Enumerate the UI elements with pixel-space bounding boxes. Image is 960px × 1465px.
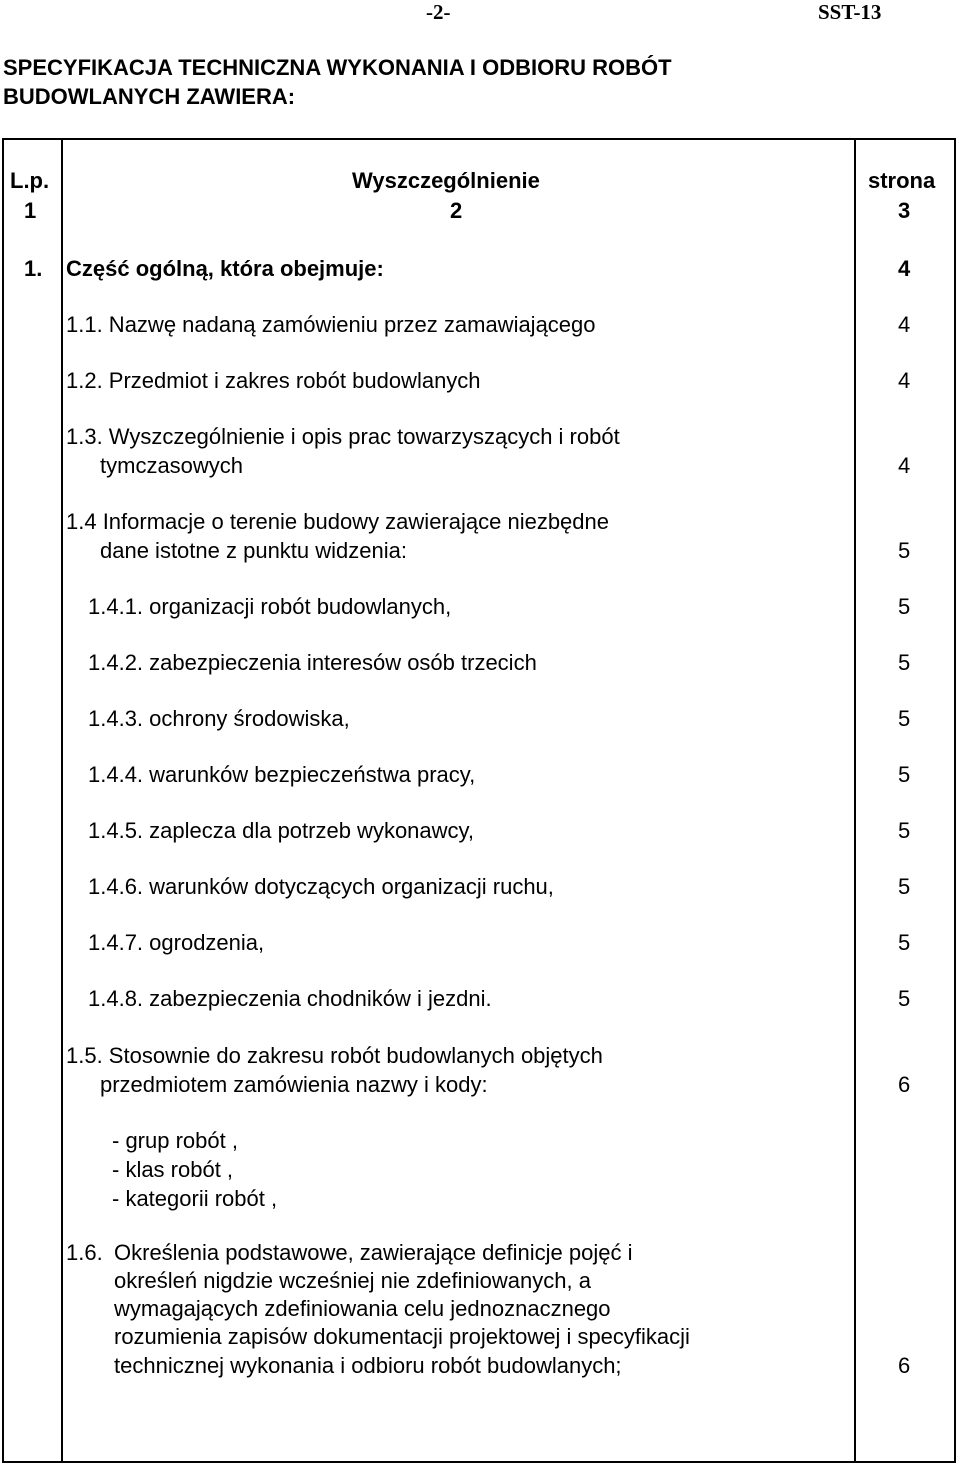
entry-page-1-4-2: 5 xyxy=(898,650,911,675)
entry-page-1: 4 xyxy=(898,256,911,281)
entry-1-4-7: 1.4.7. ogrodzenia, xyxy=(88,930,265,955)
entry-1-4-line-1: 1.4 Informacje o terenie budowy zawierające niezbędne xyxy=(66,509,609,534)
entry-1-4-6: 1.4.6. warunków dotyczących organizacji ruchu, xyxy=(88,874,554,899)
entry-1-6-line-3: wymagających zdefiniowania celu jednoznacznego xyxy=(114,1296,611,1321)
entry-1-6-number: 1.6. xyxy=(66,1240,103,1265)
column-number-3: 3 xyxy=(898,198,911,223)
entry-1-4-1: 1.4.1. organizacji robót budowlanych, xyxy=(88,594,452,619)
list-item-klas: - klas robót , xyxy=(112,1157,234,1182)
entry-page-1-5: 6 xyxy=(898,1072,911,1097)
entry-1-6-line-2: określeń nigdzie wcześniej nie zdefiniowanych, a xyxy=(114,1268,591,1293)
table-left-border xyxy=(2,138,4,1463)
entry-1-5-line-2: przedmiotem zamówienia nazwy i kody: xyxy=(100,1072,488,1097)
column-header-lp: L.p. xyxy=(10,168,50,193)
table-col-divider-1 xyxy=(61,138,63,1463)
table-col-divider-2 xyxy=(854,138,856,1463)
entry-1-4-4: 1.4.4. warunków bezpieczeństwa pracy, xyxy=(88,762,476,787)
entry-title-1: Część ogólną, która obejmuje: xyxy=(66,256,384,281)
entry-page-1-4-6: 5 xyxy=(898,874,911,899)
title-line-2: BUDOWLANYCH ZAWIERA: xyxy=(3,84,296,109)
entry-1-3-line-1: 1.3. Wyszczególnienie i opis prac towarzyszących i robót xyxy=(66,424,620,449)
entry-1-6-line-4: rozumienia zapisów dokumentacji projektowej i specyfikacji xyxy=(114,1324,690,1349)
table-bottom-border xyxy=(2,1461,956,1463)
column-header-page: strona xyxy=(868,168,936,193)
column-header-description: Wyszczególnienie xyxy=(352,168,540,193)
entry-page-1-3: 4 xyxy=(898,453,911,478)
entry-page-1-4-8: 5 xyxy=(898,986,911,1011)
entry-1-6-line-1: Określenia podstawowe, zawierające definicje pojęć i xyxy=(114,1240,633,1265)
document-title xyxy=(3,53,903,111)
table-top-border xyxy=(2,138,956,140)
column-number-2: 2 xyxy=(450,198,463,223)
entry-page-1-1: 4 xyxy=(898,312,911,337)
entry-1-4-line-2: dane istotne z punktu widzenia: xyxy=(100,538,407,563)
entry-1-4-2: 1.4.2. zabezpieczenia interesów osób trzecich xyxy=(88,650,537,675)
page-number: -2- xyxy=(426,0,451,24)
entry-1-1: 1.1. Nazwę nadaną zamówieniu przez zamawiającego xyxy=(66,312,596,337)
title-line-1: SPECYFIKACJA TECHNICZNA WYKONANIA I ODBIORU ROBÓT xyxy=(3,55,672,80)
entry-page-1-4-1: 5 xyxy=(898,594,911,619)
entry-1-5-line-1: 1.5. Stosownie do zakresu robót budowlanych objętych xyxy=(66,1043,603,1068)
entry-page-1-4-7: 5 xyxy=(898,930,911,955)
entry-page-1-4-4: 5 xyxy=(898,762,911,787)
entry-1-4-5: 1.4.5. zaplecza dla potrzeb wykonawcy, xyxy=(88,818,475,843)
list-item-kategorii: - kategorii robót , xyxy=(112,1186,278,1211)
entry-page-1-4-5: 5 xyxy=(898,818,911,843)
entry-1-3-line-2: tymczasowych xyxy=(100,453,244,478)
entry-1-4-8: 1.4.8. zabezpieczenia chodników i jezdni. xyxy=(88,986,492,1011)
entry-page-1-2: 4 xyxy=(898,368,911,393)
entry-number-1: 1. xyxy=(24,256,43,281)
column-number-1: 1 xyxy=(24,198,37,223)
entry-page-1-4: 5 xyxy=(898,538,911,563)
document-code: SST-13 xyxy=(818,0,882,24)
entry-1-2: 1.2. Przedmiot i zakres robót budowlanych xyxy=(66,368,481,393)
entry-1-6-line-5: technicznej wykonania i odbioru robót budowlanych; xyxy=(114,1353,622,1378)
entry-page-1-6: 6 xyxy=(898,1353,911,1378)
entry-1-4-3: 1.4.3. ochrony środowiska, xyxy=(88,706,350,731)
table-right-border xyxy=(954,138,956,1463)
list-item-grup: - grup robót , xyxy=(112,1128,238,1153)
entry-page-1-4-3: 5 xyxy=(898,706,911,731)
